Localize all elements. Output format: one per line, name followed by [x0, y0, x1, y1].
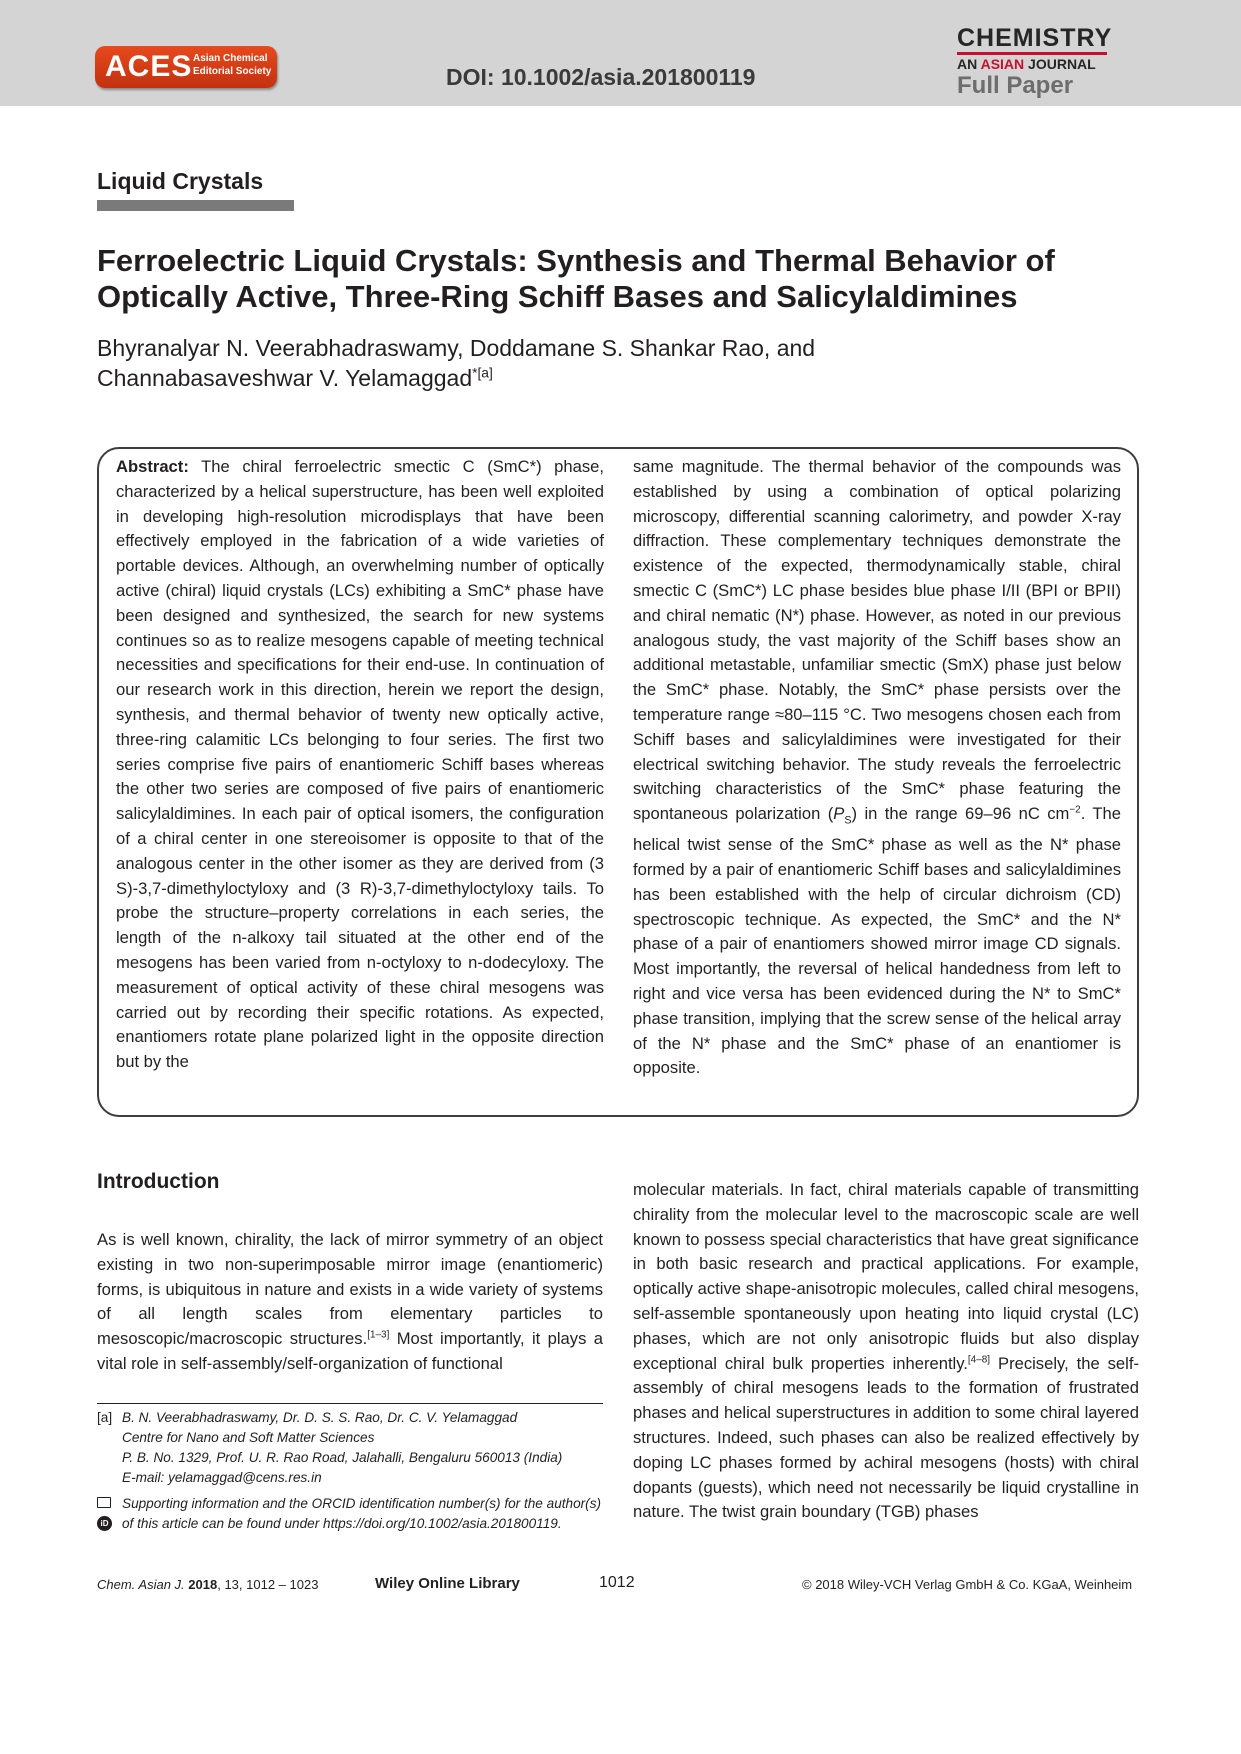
- author-line-1: Bhyranalyar N. Veerabhadraswamy, Doddamane S. Shankar Rao, and: [97, 335, 816, 361]
- introduction-column-right: molecular materials. In fact, chiral materials capable of transmitting chirality from the molecular level to the macroscopic scale are well known to possess special characteristics that have great significance in both basic research and practical applications. For example, optically active shape-anisotropic molecules, called chiral mesogens, self-assemble spontaneously upon heating into liquid crystal (LC) phases, which are not only anisotropic fluids but also display exceptional chiral bulk properties inherently.[4–8] Precisely, the self-assembly of chiral mesogens leads to the formation of frustrated phases and helical superstructures in addition to some chiral layered structures. Indeed, such phases can also be realized effectively by doping LC phases formed by achiral mesogens (hosts) with chiral dopants (guests), which need not necessarily be liquid crystalline in nature. The twist grain boundary (TGB) phases: [633, 1180, 1139, 1522]
- author-list: [97, 333, 997, 393]
- abstract-label: Abstract:: [116, 457, 189, 476]
- journal-logo-title: CHEMISTRY: [957, 24, 1113, 52]
- abstract-text-2: same magnitude. The thermal behavior of the compounds was established by using a combination of optical polarizing microscopy, differential scanning calorimetry, and powder X-ray diffraction. These complementary techniques demonstrate the existence of the expected, thermodynamically stable, chiral smectic C (SmC*) LC phase besides blue phase I/II (BPI or BPII) and chiral nematic (N*) phase. However, as noted in our previous analogous study, the vast majority of the Schiff bases show an additional metastable, unfamiliar smectic (SmX) phase just below the SmC* phase. Notably, the SmC* phase persists over the temperature range ≈80–115 °C. Two mesogens chosen each from Schiff bases and salicylaldimines were investigated for their electrical switching behavior. The study reveals the ferroelectric switching characteristics of the SmC* phase featuring the spontaneous polarization (: [633, 457, 1121, 824]
- author-affiliation-mark: *[a]: [472, 365, 493, 381]
- copyright-notice: © 2018 Wiley-VCH Verlag GmbH & Co. KGaA, Weinheim: [802, 1577, 1133, 1592]
- aces-logo[interactable]: [95, 46, 277, 88]
- journal-logo-rule: [957, 52, 1107, 55]
- abstract-column-right: same magnitude. The thermal behavior of the compounds was established by using a combination of optical polarizing microscopy, differential scanning calorimetry, and powder X-ray diffraction. These complementary techniques demonstrate the existence of the expected, thermodynamically stable, chiral smectic C (SmC*) LC phase besides blue phase I/II (BPI or BPII) and chiral nematic (N*) phase. However, as noted in our previous analogous study, the vast majority of the Schiff bases show an additional metastable, unfamiliar smectic (SmX) phase just below the SmC* phase. Notably, the SmC* phase persists over the temperature range ≈80–115 °C. Two mesogens chosen each from Schiff bases and salicylaldimines were investigated for their electrical switching behavior. The study reveals the ferroelectric switching characteristics of the SmC* phase featuring the spontaneous polarization $(P_S)$ in the range 69–96 nC $cm^{-2}$. The helical twist sense of the SmC* phase as well as the N* phase formed by a pair of enantiomeric Schiff bases and salicylaldimines has been established with the help of circular dichroism (CD) spectroscopic technique. As expected, the SmC* and the N* phase of a pair of enantiomers showed mirror image CD signals. Most importantly, the reversal of helical handedness from left to right and vice versa has been evidenced during the N* to SmC* phase transition, implying that the screw sense of the helical array of the N* phase and the SmC* phase of an enantiomer is opposite.: [633, 457, 1122, 1078]
- article-title: Ferroelectric Liquid Crystals: Synthesis and Thermal Behavior of Optically Active, Three-Ring Schiff Bases and Salicylaldimines: [97, 243, 1055, 314]
- abstract-text-1: The chiral ferroelectric smectic C (SmC*) phase, characterized by a helical superstructure, has been well exploited in developing high-resolution microdisplays that have been effectively employed in the fabrication of a wide varieties of portable devices. Although, an overwhelming number of optically active (chiral) liquid crystals (LCs) exhibiting a SmC* phase have been designed and synthesized, the search for new systems continues so as to realize mesogens capable of meeting technical necessities and specifications for their end-use. In continuation of our research work in this direction, herein we report the design, synthesis, and thermal behavior of twenty new optically active, three-ring calamitic LCs belonging to four series. The first two series comprise five pairs of enantiomeric Schiff bases whereas the other two series are composed of five pairs of enantiomeric salicylaldimines. In each pair of optical isomers, the configuration of a chiral center in one stereoisomer is opposite to that of the analogous center in the other isomer as they are derived from (3 S)-3,7-dimethyloctyloxy and (3 R)-3,7-dimethyloctyloxy tails. To probe the structure–property correlations in each series, the length of the n-alkoxy tail situated at the other end of the mesogens has been varied from n-octyloxy to n-dodecyloxy. The measurement of optical activity of these chiral mesogens was carried out by recording their specific rotations. As expected, enantiomers rotate plane polarized light in the opposite direction but by the: [116, 457, 605, 1072]
- footer-citation: Chem. Asian J. 2018, 13, 1012 – 1023: [97, 1577, 319, 1592]
- footnote-tag: [a]: [97, 1410, 113, 1425]
- doi[interactable]: DOI: 10.1002/asia.201800119: [446, 64, 756, 90]
- reference-link[interactable]: [1–3]: [367, 1329, 390, 1341]
- section-label: Liquid Crystals: [97, 168, 264, 194]
- page-number: 1012: [599, 1574, 635, 1591]
- aces-logo-line2: Editorial Society: [193, 66, 272, 77]
- affiliation-footnote: [a] B. N. Veerabhadraswamy, Dr. D. S. S. Rao, Dr. C. V. Yelamaggad Centre for Nano and Soft Matter Sciences P. B. No. 1329, Prof. U. R. Rao Road, Jalahalli, Bengaluru 560013 (India) E-mail: yelamaggad@cens.res.in iD Supporting information and the ORCID identification number(s) for the author(s) of this article can be found under https://doi.org/10.1002/asia.201800119.: [97, 1408, 603, 1534]
- aces-logo-word: ACES: [105, 50, 193, 83]
- article-type: Full Paper: [957, 72, 1074, 99]
- introduction-heading: Introduction: [97, 1170, 220, 1193]
- journal-logo: [957, 25, 1127, 99]
- supporting-info-note[interactable]: Supporting information and the ORCID identification number(s) for the author(s) of this article can be found under https://doi.org/10.1002/asia.201800119.: [122, 1496, 602, 1531]
- wiley-online-library-link[interactable]: Wiley Online Library: [375, 1575, 520, 1592]
- journal-logo-subtitle: AN ASIAN JOURNAL: [957, 56, 1096, 72]
- aces-logo-line1: Asian Chemical: [193, 53, 268, 64]
- footnote-rule: [97, 1403, 603, 1404]
- abstract-column-left: [116, 455, 604, 1075]
- supporting-info-icon: [97, 1497, 111, 1508]
- reference-link[interactable]: [4–8]: [967, 1354, 991, 1366]
- orcid-icon: iD: [97, 1516, 112, 1531]
- author-line-2: Channabasaveshwar V. Yelamaggad$^{*[a]}$: [97, 365, 493, 391]
- author-email[interactable]: E-mail: yelamaggad@cens.res.in: [122, 1470, 322, 1485]
- section-label-bar: [97, 200, 294, 211]
- abstract-text-3: . The helical twist sense of the SmC* phase as well as the N* phase formed by a pair of enantiomeric Schiff bases and salicylaldimines has been established with the help of circular dichroism (CD) spectroscopic technique. As expected, the SmC* and the N* phase of a pair of enantiomers showed mirror image CD signals. Most importantly, the reversal of helical handedness from left to right and vice versa has been evidenced during the N* to SmC* phase transition, implying that the screw sense of the helical array of the N* phase and the SmC* phase of an enantiomer is opposite.: [633, 804, 1122, 1078]
- introduction-column-left: As is well known, chirality, the lack of mirror symmetry of an object existing in two non-superimposable mirror image (enantiomeric) forms, is ubiquitous in nature and exists in a wide variety of systems of all length scales from elementary particles to mesoscopic/macroscopic structures.[1–3] Most importantly, it plays a vital role in self-assembly/self-organization of functional: [97, 1230, 603, 1373]
